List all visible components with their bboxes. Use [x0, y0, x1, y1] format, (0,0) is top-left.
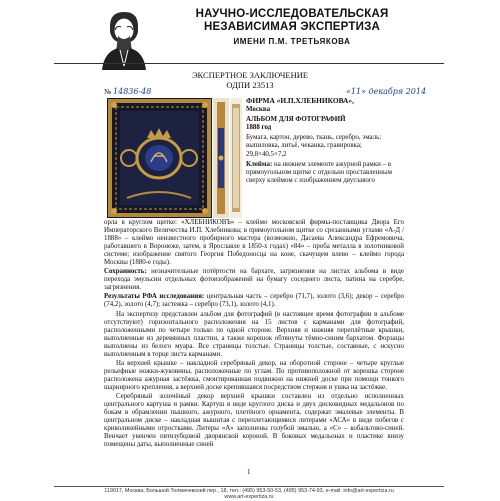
page-number: 1 — [247, 468, 251, 476]
condition-label: Сохранность: — [104, 268, 147, 276]
document-date — [346, 87, 426, 96]
album-spine-photo — [230, 98, 242, 218]
paragraph-2: На верхней крышке – накладной серебряный декор, на оборотной стороне – четыре круглые рельефные ножки-жуковины, расположенные по углам. По противоположной от корешка стороне расположена ажурная застёжка, смонтированная подвижно на нижней доске при помощи тонкого шарнирного крепления, а верхней доске крепившаяся посредством стержня и ушка на застёжке. — [104, 359, 404, 391]
marks-label: Клейма: — [246, 160, 273, 168]
condition-text: незначительные потёртости на бархате, загрязнения на листах альбома в виде перехода эмульсии отдельных фотоизображений на бумагу соседнего листа, патина на серебре, загрязнения. — [104, 268, 404, 292]
body-text — [104, 219, 404, 450]
paragraph-1: На экспертизу представлен альбом для фотографий (в настоящее время фотографии в альбоме отсутствуют) горизонтального расположения на 15 листов с карманами для фотографий, расположенными по четыре только по одной стороне. Верхняя и нижняя переплётные крышки, выполненные из деревянных пластин, а также корешок обтянуты тёмно-синим бархатом. Форзацы выполнены из белого муара. Все страницы толстые. Страницы толстые, составные, с искусно выполненным в торце листа карманами. — [104, 310, 404, 358]
document-number — [104, 87, 151, 96]
album-cover-photo — [107, 98, 212, 218]
item-year: 1888 год — [246, 124, 272, 132]
marks-continuation: орла в круглом щитке: «ХЛЕБНИКОВЪ» – клеймо московской фирмы-поставщика Двора Его Императорского Величества И.П. Хлебникова; в прямоугольном щитке со срезанными углами «А-Д / 1888» – клеймо неизвестного пробирного мастера (возможно, Дасаева Александра Ефремовича, работавшего в Воронеже, затем, в Ярославле в 1850-х годах) «84» – проба металла в золотниковой системе; изображение святого Георгия Победоносца на коне, скачущем влево – клеймо города Москвы (1880-е годы). — [104, 219, 404, 267]
item-info — [246, 97, 404, 187]
organization-name — [172, 8, 412, 47]
document-title: ЭКСПЕРТНОЕ ЗАКЛЮЧЕНИЕ — [191, 70, 309, 80]
item-materials: Бумага, картон, дерево, ткань, серебро, эмаль; выпиловка, литьё, чеканка, гравировка; 29,8×40,5×7,2 — [246, 134, 382, 158]
footer — [54, 488, 444, 501]
org-line-3: ИМЕНИ П.М. ТРЕТЬЯКОВА — [233, 37, 351, 46]
header-divider — [54, 63, 444, 64]
item-firm: ФИРМА «И.П.ХЛЕБНИКОВА», — [246, 96, 354, 105]
paragraph-3: Серебряный золочёный декор верхней крышки составлен из отдельно исполненных центрального картуша и рамки. Картуш в виде круглого диска и двух дисковидных медальонов по бокам в обрамлении пышного, ажурного, плетёного орнамента, содержат эмалевые элементы. В центральном диске – накладная вышитая с переплетающимися литерами «АСА» в виде побегов с криволинейными отростками. Литеры «А» заполнены голубой эмалью, а «С» – кобальтово-синей. Венчает увенчен пятизубцовой дворянской короной. В боковых медальонах и пластике внизу помещены даты, выполненные синей — [104, 392, 404, 449]
document-code: ОДПИ 23513 — [226, 80, 274, 90]
item-city: Москва — [246, 106, 271, 114]
footer-address: 119017, Москва, Большой Толмачевский пер., 18, тел.: (495) 953-50-53, (495) 953-74-93, e-mail: info@art-expertiza.ru — [104, 488, 394, 494]
footer-divider — [54, 486, 444, 487]
marks-text: на нижнем элементе ажурной рамки – в прямоугольном щитке с отдельно проставленным сверху клеймом с изображением двуглавого — [246, 160, 392, 184]
org-line-1: НАУЧНО-ИССЛЕДОВАТЕЛЬСКАЯ — [195, 8, 389, 20]
album-clasp-photo — [213, 98, 229, 218]
date-value: «11» декабря 2014 — [346, 87, 427, 96]
tretyakov-portrait-logo-icon — [96, 6, 152, 70]
rfa-label: Результаты РФА исследования: — [104, 293, 205, 301]
number-value: 14836-48 — [113, 87, 152, 96]
document-title-block — [150, 70, 350, 90]
item-name: АЛЬБОМ ДЛЯ ФОТОГРАФИЙ — [246, 116, 346, 124]
footer-website: www.art-expertiza.ru — [224, 494, 274, 501]
number-label: № — [104, 87, 112, 96]
rfa-text: центральная часть – серебро (71,7), золото (3,6); декор – серебро (74,2), золото (4,7); застежка – серебро (73,1), золото (4,1). — [104, 293, 404, 309]
org-line-2: НЕЗАВИСИМАЯ ЭКСПЕРТИЗА — [204, 21, 380, 33]
